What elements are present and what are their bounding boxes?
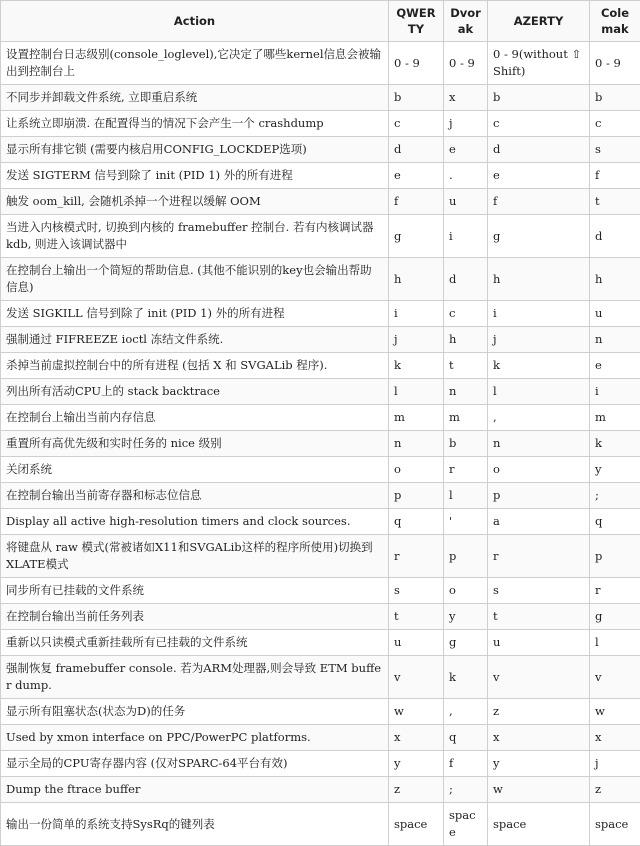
colemak-cell: t <box>590 189 640 215</box>
qwerty-cell: y <box>389 751 444 777</box>
action-cell: 显示所有排它锁 (需要内核启用CONFIG_LOCKDEP选项) <box>1 137 389 163</box>
table-row <box>1 431 640 457</box>
azerty-cell: p <box>488 483 590 509</box>
colemak-cell: l <box>590 630 640 656</box>
table-row <box>1 656 640 699</box>
table-row <box>1 42 640 85</box>
dvorak-cell: m <box>444 405 488 431</box>
qwerty-cell: v <box>389 656 444 699</box>
header-action: Action <box>1 1 389 42</box>
qwerty-cell: j <box>389 327 444 353</box>
azerty-cell: 0 - 9(without ⇧ Shift) <box>488 42 590 85</box>
dvorak-cell: o <box>444 578 488 604</box>
action-cell: 强制恢复 framebuffer console. 若为ARM处理器,则会导致 ETM buffer dump. <box>1 656 389 699</box>
table-row <box>1 803 640 846</box>
qwerty-cell: k <box>389 353 444 379</box>
table-row <box>1 327 640 353</box>
dvorak-cell: i <box>444 215 488 258</box>
colemak-cell: z <box>590 777 640 803</box>
dvorak-cell: y <box>444 604 488 630</box>
action-cell: 显示全局的CPU寄存器内容 (仅对SPARC-64平台有效) <box>1 751 389 777</box>
action-cell: 当进入内核模式时, 切换到内核的 framebuffer 控制台. 若有内核调试器 kdb, 则进入该调试器中 <box>1 215 389 258</box>
table-row <box>1 578 640 604</box>
qwerty-cell: t <box>389 604 444 630</box>
dvorak-cell: t <box>444 353 488 379</box>
header-azerty: AZERTY <box>488 1 590 42</box>
table-row <box>1 483 640 509</box>
colemak-cell: p <box>590 535 640 578</box>
header-qwerty: QWERTY <box>389 1 444 42</box>
table-header-row <box>1 1 640 42</box>
table-row <box>1 85 640 111</box>
azerty-cell: j <box>488 327 590 353</box>
table-row <box>1 699 640 725</box>
table-row <box>1 137 640 163</box>
table-row <box>1 777 640 803</box>
qwerty-cell: p <box>389 483 444 509</box>
qwerty-cell: r <box>389 535 444 578</box>
azerty-cell: i <box>488 301 590 327</box>
colemak-cell: m <box>590 405 640 431</box>
table-row <box>1 457 640 483</box>
azerty-cell: c <box>488 111 590 137</box>
action-cell: 杀掉当前虚拟控制台中的所有进程 (包括 X 和 SVGALib 程序). <box>1 353 389 379</box>
colemak-cell: j <box>590 751 640 777</box>
table-row <box>1 189 640 215</box>
azerty-cell: k <box>488 353 590 379</box>
azerty-cell: b <box>488 85 590 111</box>
qwerty-cell: f <box>389 189 444 215</box>
colemak-cell: w <box>590 699 640 725</box>
action-cell: 同步所有已挂载的文件系统 <box>1 578 389 604</box>
action-cell: 在控制台输出当前寄存器和标志位信息 <box>1 483 389 509</box>
azerty-cell: s <box>488 578 590 604</box>
action-cell: 关闭系统 <box>1 457 389 483</box>
qwerty-cell: b <box>389 85 444 111</box>
table-row <box>1 379 640 405</box>
azerty-cell: y <box>488 751 590 777</box>
action-cell: 让系统立即崩溃. 在配置得当的情况下会产生一个 crashdump <box>1 111 389 137</box>
dvorak-cell: space <box>444 803 488 846</box>
dvorak-cell: . <box>444 163 488 189</box>
action-cell: 强制通过 FIFREEZE ioctl 冻结文件系统. <box>1 327 389 353</box>
azerty-cell: z <box>488 699 590 725</box>
colemak-cell: space <box>590 803 640 846</box>
qwerty-cell: 0 - 9 <box>389 42 444 85</box>
table-row <box>1 535 640 578</box>
action-cell: 发送 SIGTERM 信号到除了 init (PID 1) 外的所有进程 <box>1 163 389 189</box>
action-cell: Dump the ftrace buffer <box>1 777 389 803</box>
table-row <box>1 630 640 656</box>
colemak-cell: v <box>590 656 640 699</box>
action-cell: 在控制台上输出当前内存信息 <box>1 405 389 431</box>
dvorak-cell: j <box>444 111 488 137</box>
qwerty-cell: e <box>389 163 444 189</box>
dvorak-cell: u <box>444 189 488 215</box>
dvorak-cell: e <box>444 137 488 163</box>
dvorak-cell: ; <box>444 777 488 803</box>
dvorak-cell: g <box>444 630 488 656</box>
azerty-cell: u <box>488 630 590 656</box>
dvorak-cell: , <box>444 699 488 725</box>
azerty-cell: , <box>488 405 590 431</box>
colemak-cell: h <box>590 258 640 301</box>
colemak-cell: g <box>590 604 640 630</box>
azerty-cell: t <box>488 604 590 630</box>
table-row <box>1 301 640 327</box>
dvorak-cell: l <box>444 483 488 509</box>
qwerty-cell: c <box>389 111 444 137</box>
action-cell: 重置所有高优先级和实时任务的 nice 级别 <box>1 431 389 457</box>
qwerty-cell: i <box>389 301 444 327</box>
azerty-cell: d <box>488 137 590 163</box>
dvorak-cell: b <box>444 431 488 457</box>
qwerty-cell: m <box>389 405 444 431</box>
table-row <box>1 353 640 379</box>
dvorak-cell: k <box>444 656 488 699</box>
action-cell: 触发 oom_kill, 会随机杀掉一个进程以缓解 OOM <box>1 189 389 215</box>
azerty-cell: g <box>488 215 590 258</box>
qwerty-cell: g <box>389 215 444 258</box>
header-dvorak: Dvorak <box>444 1 488 42</box>
dvorak-cell: h <box>444 327 488 353</box>
azerty-cell: w <box>488 777 590 803</box>
colemak-cell: d <box>590 215 640 258</box>
table-row <box>1 509 640 535</box>
table-row <box>1 405 640 431</box>
table-row <box>1 604 640 630</box>
qwerty-cell: h <box>389 258 444 301</box>
colemak-cell: b <box>590 85 640 111</box>
action-cell: 显示所有阻塞状态(状态为D)的任务 <box>1 699 389 725</box>
azerty-cell: e <box>488 163 590 189</box>
qwerty-cell: space <box>389 803 444 846</box>
action-cell: 列出所有活动CPU上的 stack backtrace <box>1 379 389 405</box>
qwerty-cell: s <box>389 578 444 604</box>
action-cell: Used by xmon interface on PPC/PowerPC platforms. <box>1 725 389 751</box>
action-cell: 将键盘从 raw 模式(常被诸如X11和SVGALib这样的程序所使用)切换到 XLATE模式 <box>1 535 389 578</box>
dvorak-cell: n <box>444 379 488 405</box>
action-cell: 输出一份简单的系统支持SysRq的键列表 <box>1 803 389 846</box>
colemak-cell: u <box>590 301 640 327</box>
qwerty-cell: z <box>389 777 444 803</box>
qwerty-cell: l <box>389 379 444 405</box>
dvorak-cell: d <box>444 258 488 301</box>
dvorak-cell: r <box>444 457 488 483</box>
dvorak-cell: f <box>444 751 488 777</box>
action-cell: 在控制台输出当前任务列表 <box>1 604 389 630</box>
colemak-cell: r <box>590 578 640 604</box>
qwerty-cell: n <box>389 431 444 457</box>
azerty-cell: f <box>488 189 590 215</box>
azerty-cell: x <box>488 725 590 751</box>
action-cell: 发送 SIGKILL 信号到除了 init (PID 1) 外的所有进程 <box>1 301 389 327</box>
table-row <box>1 111 640 137</box>
action-cell: 不同步并卸载文件系统, 立即重启系统 <box>1 85 389 111</box>
qwerty-cell: x <box>389 725 444 751</box>
qwerty-cell: u <box>389 630 444 656</box>
azerty-cell: a <box>488 509 590 535</box>
colemak-cell: i <box>590 379 640 405</box>
table-row <box>1 725 640 751</box>
colemak-cell: x <box>590 725 640 751</box>
azerty-cell: o <box>488 457 590 483</box>
colemak-cell: ; <box>590 483 640 509</box>
table-row <box>1 215 640 258</box>
dvorak-cell: x <box>444 85 488 111</box>
azerty-cell: l <box>488 379 590 405</box>
qwerty-cell: o <box>389 457 444 483</box>
action-cell: 重新以只读模式重新挂载所有已挂载的文件系统 <box>1 630 389 656</box>
azerty-cell: n <box>488 431 590 457</box>
action-cell: 在控制台上输出一个简短的帮助信息. (其他不能识别的key也会输出帮助信息) <box>1 258 389 301</box>
action-cell: 设置控制台日志级别(console_loglevel),它决定了哪些kernel信息会被输出到控制台上 <box>1 42 389 85</box>
header-colemak: Colemak <box>590 1 640 42</box>
colemak-cell: e <box>590 353 640 379</box>
table-body <box>1 42 640 846</box>
colemak-cell: c <box>590 111 640 137</box>
dvorak-cell: ' <box>444 509 488 535</box>
colemak-cell: 0 - 9 <box>590 42 640 85</box>
azerty-cell: h <box>488 258 590 301</box>
dvorak-cell: p <box>444 535 488 578</box>
azerty-cell: r <box>488 535 590 578</box>
colemak-cell: k <box>590 431 640 457</box>
colemak-cell: n <box>590 327 640 353</box>
table-row <box>1 258 640 301</box>
dvorak-cell: c <box>444 301 488 327</box>
action-cell: Display all active high-resolution timers and clock sources. <box>1 509 389 535</box>
qwerty-cell: w <box>389 699 444 725</box>
azerty-cell: v <box>488 656 590 699</box>
colemak-cell: q <box>590 509 640 535</box>
azerty-cell: space <box>488 803 590 846</box>
dvorak-cell: 0 - 9 <box>444 42 488 85</box>
colemak-cell: s <box>590 137 640 163</box>
table-row <box>1 163 640 189</box>
qwerty-cell: d <box>389 137 444 163</box>
dvorak-cell: q <box>444 725 488 751</box>
colemak-cell: y <box>590 457 640 483</box>
colemak-cell: f <box>590 163 640 189</box>
table-row <box>1 751 640 777</box>
qwerty-cell: q <box>389 509 444 535</box>
